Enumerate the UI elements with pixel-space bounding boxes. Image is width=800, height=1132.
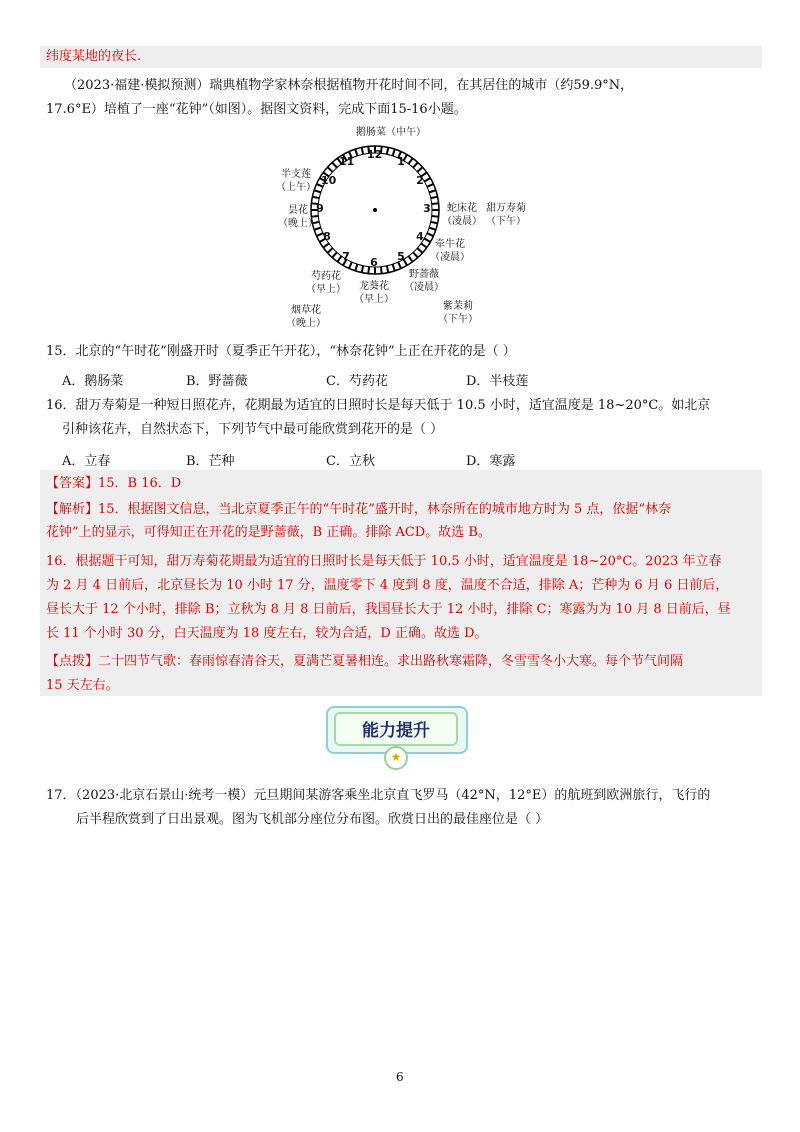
top-snippet: 纬度某地的夜长. [46,49,142,64]
analysis16-line-3: 昼长大于 12 个小时，排除 B；立秋为 8 月 8 日前后，我国昼长大于 12 小时，排除 C；寒露为为 10 月 8 日前后，昼 [46,602,731,617]
page-number: 6 [396,1070,404,1084]
analysis-line-2: 花钟”上的显示，可得知正在开花的是野蔷薇，B 正确。排除 ACD。故选 B。 [46,525,491,540]
label-echangcai: 鹅肠菜（中午） [356,127,426,138]
intro-line-2: 17.6°E）培植了一座“花钟”（如图）。据图文资料，完成下面15-16小题。 [46,102,467,117]
clock-tick [431,197,438,198]
analysis-line-1: 【解析】15．根据图文信息，当北京夏季正午的“午时花”盛开时，林奈所在的城市地方时为 5 点，依据“林奈 [46,502,672,517]
tip-line-2: 15 天左右。 [46,678,119,693]
flower-clock-figure [270,120,540,335]
clock-tick [409,158,413,164]
q15-option-c[interactable]: C．芍药花 [326,374,388,389]
clock-num-9: 9 [316,202,324,215]
label-shechuanghua: 蛇床花 （凌晨） [442,203,482,227]
clock-center-dot [373,208,377,212]
clock-tick [429,228,436,230]
q16-stem-1: 16．甜万寿菊是一种短日照花卉，花期最为适宜的日照时长是每天低于 10.5 小时，适宜温度是 18~20°C。如北京 [46,398,711,413]
label-yancaohua: 烟草花 （晚上） [286,305,326,329]
q15-option-a[interactable]: A．鹅肠菜 [62,374,124,389]
q16-option-b[interactable]: B．芒种 [186,454,235,469]
clock-tick [417,167,422,172]
clock-tick [323,244,329,248]
clock-num-4: 4 [416,230,424,243]
star-icon: ★ [384,746,408,770]
q15-option-b[interactable]: B．野蔷薇 [186,374,248,389]
clock-tick [355,264,357,271]
analysis16-line-1: 16．根据题干可知，甜万寿菊花期最为适宜的日照时长是每天低于 10.5 小时，适宜温度是 18~20°C。2023 年立春 [46,554,722,569]
clock-tick [429,190,436,192]
clock-tick [427,233,433,236]
clock-tick [413,162,418,167]
clock-tick [312,197,319,198]
q17-line-2: 后半程欣赏到了日出景观。图为飞机部分座位分布图。欣赏日出的最佳座位是（ ） [76,812,549,827]
clock-tick [393,264,395,271]
clock-tick [362,147,363,154]
label-longkuihua: 龙葵花 （早上） [354,281,394,305]
intro-line-1: （2023·福建·模拟预测）瑞典植物学家林奈根据植物开花时间不同，在其居住的城市（约59.9°N， [64,78,634,93]
q16-option-d[interactable]: D．寒露 [466,454,516,469]
q15-option-d[interactable]: D．半枝莲 [466,374,529,389]
clock-tick [421,244,427,248]
clock-num-11: 11 [339,155,355,168]
clock-tick [409,256,413,262]
clock-tick [413,252,418,257]
answer-line: 【答案】15．B 16．D [46,476,182,491]
top-snippet-bar [40,46,762,68]
clock-tick [362,266,363,273]
clock-tick [387,266,388,273]
clock-tick [381,267,382,274]
clock-num-2: 2 [416,174,424,187]
label-yeqiangwei: 野蔷薇 （凌晨） [404,269,444,293]
analysis16-line-2: 为 2 月 4 日前后，北京昼长为 10 小时 17 分，温度零下 4 度到 8 度，温度不合适，排除 A；芒种为 6 月 6 日前后， [46,578,729,593]
label-banzhilian: 半支莲 （上午） [276,169,316,193]
clock-tick [387,147,388,154]
q16-stem-2: 引种该花卉，自然状态下，下列节气中最可能欣赏到花开的是（ ） [62,422,444,437]
clock-tick [432,216,439,217]
label-tianwanshouju: 甜万寿菊 （下午） [486,203,526,227]
q16-option-c[interactable]: C．立秋 [326,454,375,469]
clock-tick [327,248,332,253]
clock-tick [355,149,357,156]
clock-num-5: 5 [397,250,405,263]
q15-stem: 15．北京的“午时花”刚盛开时（夏季正午开花），“林奈花钟”上正在开花的是（ ） [46,344,516,359]
clock-tick [349,262,352,268]
label-tanhua: 昙花 （晚上） [278,205,318,229]
ability-banner [326,706,466,766]
clock-num-12: 12 [367,148,383,161]
label-shaoyaohua: 芍药花 （早上） [306,271,346,295]
ability-banner-label: 能力提升 [362,721,430,741]
clock-tick [417,248,422,253]
clock-tick [332,162,337,167]
clock-tick [431,222,438,223]
tip-line-1: 【点拨】二十四节气歌：春雨惊春清谷天，夏满芒夏暑相连。求出路秋寒霜降，冬雪雪冬小大寒。每个节气间隔 [46,654,684,669]
clock-num-6: 6 [370,256,378,269]
clock-tick [398,262,401,268]
clock-num-7: 7 [342,250,350,263]
clock-tick [427,184,433,187]
clock-num-3: 3 [423,202,431,215]
clock-num-1: 1 [397,155,405,168]
clock-tick [327,167,332,172]
clock-tick [332,252,337,257]
label-qianniuhua: 牵牛花 （凌晨） [430,239,470,263]
clock-num-10: 10 [321,174,337,187]
analysis16-line-4: 长 11 个小时 30 分，白天温度为 18 度左右，较为合适，D 正确。故选 D。 [46,626,488,641]
clock-num-8: 8 [323,230,331,243]
q17-line-1: 17．（2023·北京石景山·统考一模）元旦期间某游客乘坐北京直飞罗马（42°N，12°E）的航班到欧洲旅行，飞行的 [46,788,711,803]
label-zimoli: 紫茉莉 （下午） [438,301,478,325]
q16-option-a[interactable]: A．立春 [62,454,111,469]
